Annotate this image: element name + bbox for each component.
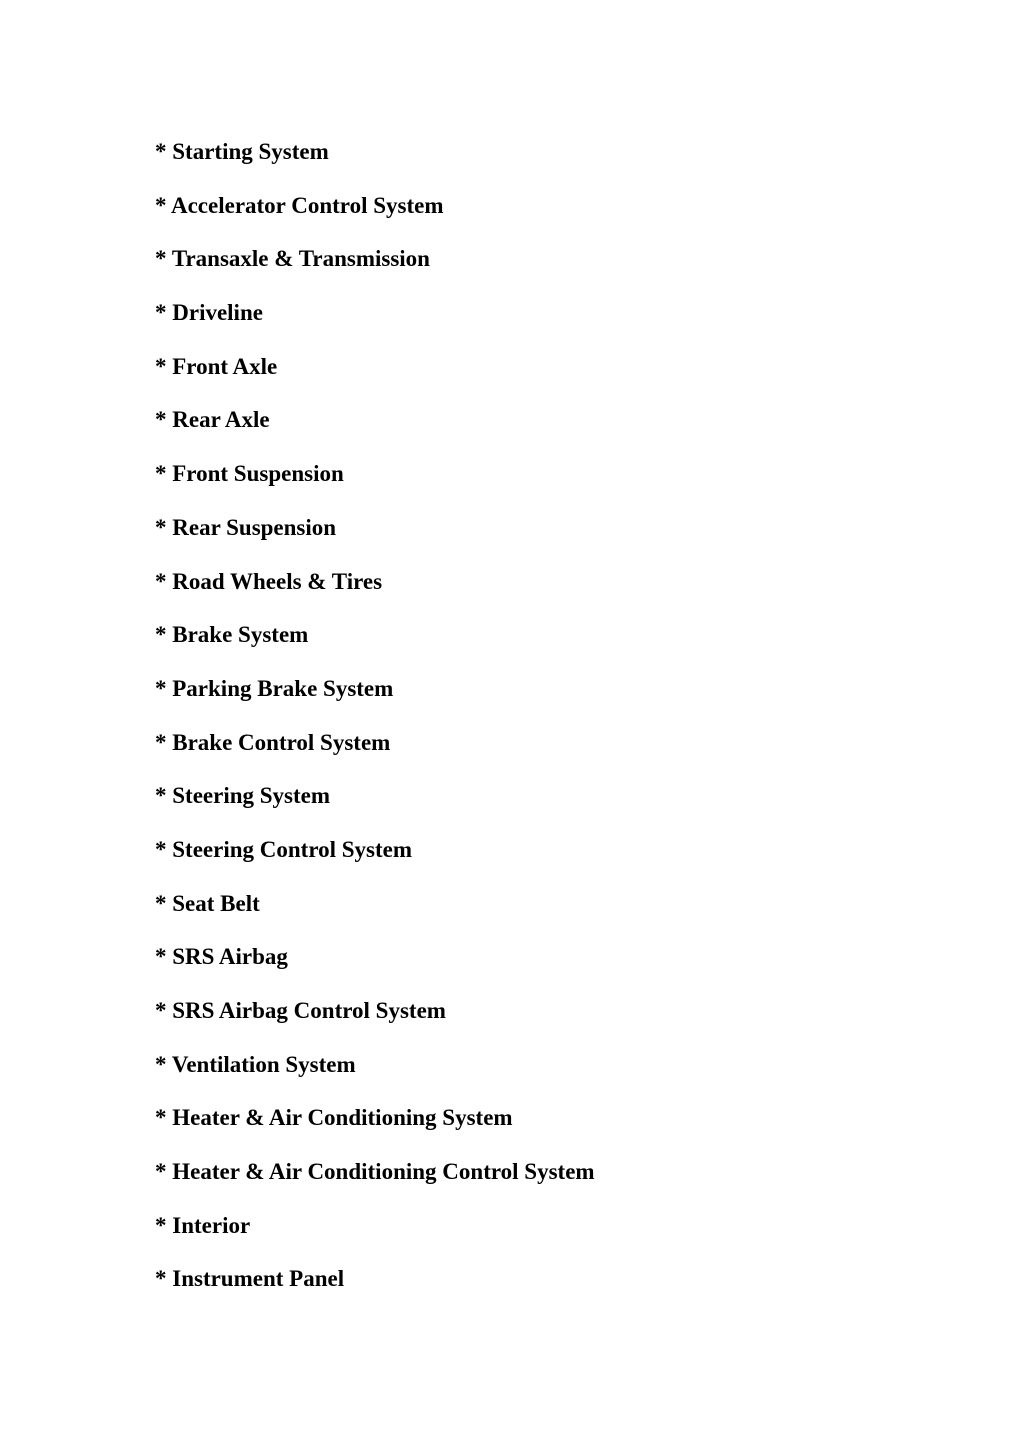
list-item: * Parking Brake System: [155, 675, 394, 701]
list-item: * Starting System: [155, 139, 329, 164]
list-item: * Interior: [155, 1212, 251, 1238]
list-item: * Driveline: [155, 300, 263, 326]
list-item: * Heater & Air Conditioning System: [155, 1105, 513, 1131]
list-item: * Steering Control System: [155, 836, 413, 862]
list-item: * Accelerator Control System: [155, 192, 444, 218]
list-item: * SRS Airbag: [155, 944, 288, 970]
list-item: * Brake System: [155, 622, 309, 648]
list-item: * Ventilation System: [155, 1051, 356, 1077]
list-item: * Road Wheels & Tires: [155, 568, 383, 594]
list-item: * Heater & Air Conditioning Control System: [155, 1159, 595, 1185]
list-item: * Front Axle: [155, 353, 278, 379]
list-item: * Brake Control System: [155, 729, 391, 755]
list-item: * Steering System: [155, 783, 331, 809]
list-item: * SRS Airbag Control System: [155, 998, 446, 1023]
list-item: * Transaxle & Transmission: [155, 246, 430, 272]
list-item: * Rear Axle: [155, 407, 270, 433]
list-item: * Seat Belt: [155, 890, 260, 916]
list-item: * Instrument Panel: [155, 1266, 345, 1292]
list-item: * Rear Suspension: [155, 514, 337, 540]
section-list: [155, 136, 595, 1317]
list-item: * Front Suspension: [155, 461, 344, 487]
